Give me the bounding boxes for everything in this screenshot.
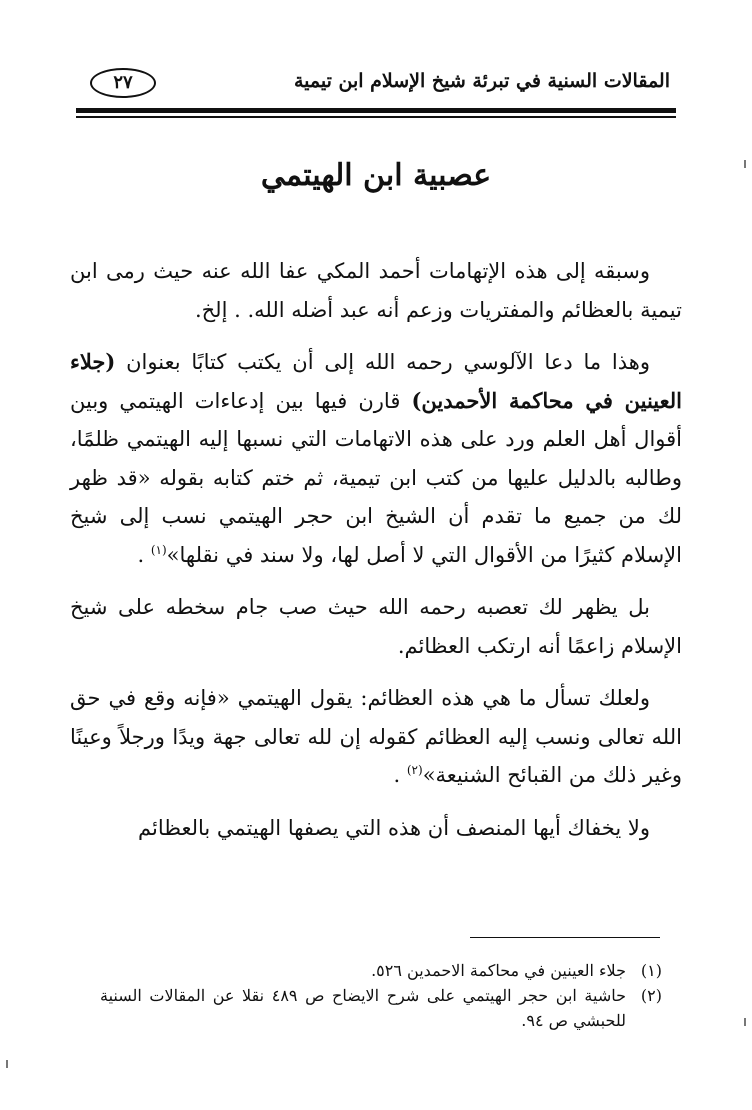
running-header-title: المقالات السنية في تبرئة شيخ الإسلام ابن تيمية <box>293 70 670 92</box>
margin-mark <box>6 1060 8 1068</box>
header-rule-thick <box>76 108 676 113</box>
footnote-item <box>100 958 662 983</box>
body-text <box>70 252 682 861</box>
footnote-ref-1: (١) <box>150 542 167 557</box>
chapter-title: عصبية ابن الهيتمي <box>260 158 492 193</box>
paragraph-2-part-b: قارن فيها بين إدعاءات الهيتمي وبين أقوال أهل العلم ورد على هذه الاتهامات التي نسبها إليه الهيتمي ظلمًا، وطالبه بالدليل عليها من كتب ابن تيمية، ثم ختم كتابه بقوله «قد ظهر لك من جميع ما تقدم أن الشيخ ابن حجر الهيتمي نسب إلى شيخ الإسلام كثيرًا من الأقوال التي لا أصل لها، ولا سند في نقلها» <box>70 388 682 567</box>
footnote-text: جلاء العينين في محاكمة الاحمدين ٥٢٦. <box>371 961 626 980</box>
book-title-reference: (جلاء العينين في محاكمة الأحمدين) <box>70 349 682 413</box>
paragraph-4-end: . <box>393 763 407 787</box>
page-number: ٢٧ <box>90 68 156 98</box>
paragraph-4-part-a: ولعلك تسأل ما هي هذه العظائم: يقول الهيتمي «فإنه وقع في حق الله تعالى ونسب إليه العظائم كقوله إن لله تعالى جهة ويدًا ورجلاً وعينًا وغير ذلك من القبائح الشنيعة» <box>70 686 682 787</box>
paragraph-2 <box>70 343 682 574</box>
header-rule-thin <box>76 116 676 118</box>
footnotes <box>100 958 662 1033</box>
footnote-separator <box>470 937 660 938</box>
paragraph-5: ولا يخفاك أيها المنصف أن هذه التي يصفها الهيتمي بالعظائم <box>138 815 650 840</box>
paragraph-2-part-a: وهذا ما دعا الآلوسي رحمه الله إلى أن يكتب كتابًا بعنوان <box>115 350 650 374</box>
paragraph-2-end: . <box>137 542 151 567</box>
footnote-number: (٢) <box>640 986 662 1005</box>
footnote-ref-2: (٢) <box>406 763 423 777</box>
margin-mark <box>744 1018 746 1026</box>
running-header <box>76 62 676 108</box>
paragraph-1: وسبقه إلى هذه الإتهامات أحمد المكي عفا الله عنه حيث رمى ابن تيمية بالعظائم والمفتريات وزعم أنه عبد أضله الله. . إلخ. <box>70 259 682 322</box>
paragraph-3: بل يظهر لك تعصبه رحمه الله حيث صب جام سخطه على شيخ الإسلام زاعمًا أنه ارتكب العظائم. <box>70 595 682 658</box>
footnote-number: (١) <box>640 961 662 980</box>
footnote-text: حاشية ابن حجر الهيتمي على شرح الايضاح ص ٤٨٩ نقلا عن المقالات السنية للحبشي ص ٩٤. <box>100 986 627 1030</box>
footnote-item <box>100 983 662 1033</box>
paragraph-4 <box>70 679 682 795</box>
